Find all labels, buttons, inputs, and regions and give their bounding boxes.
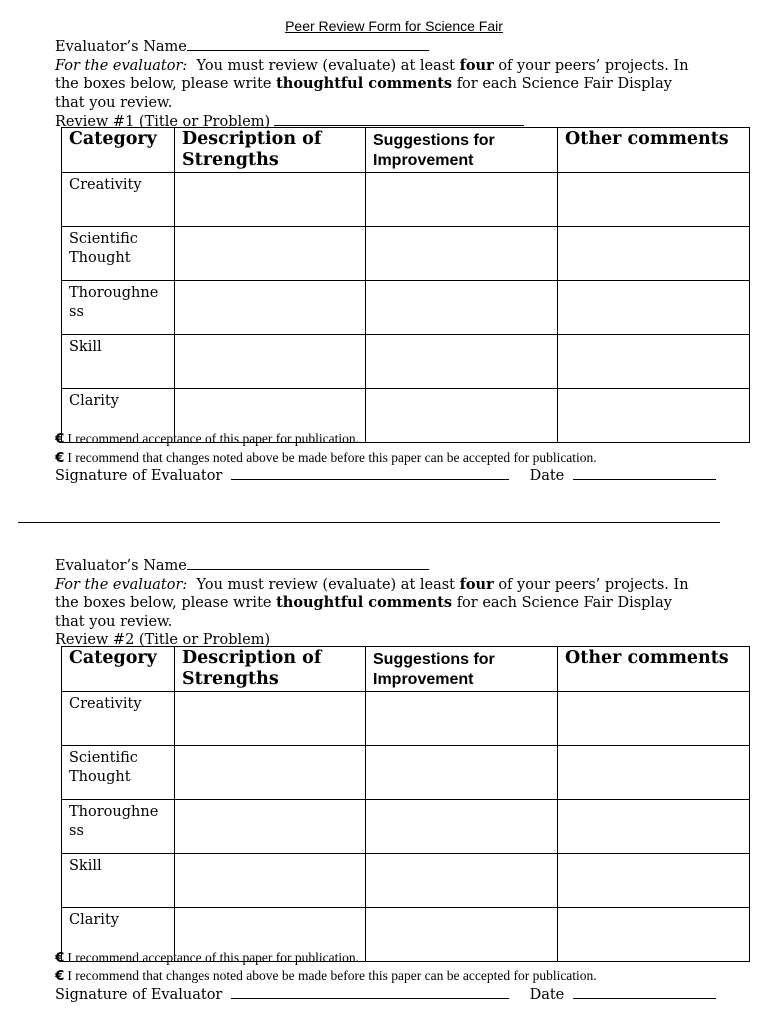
- strengths-cell[interactable]: [175, 746, 366, 800]
- review-2-table: [61, 646, 750, 962]
- other-cell[interactable]: [558, 854, 750, 908]
- suggestions-cell[interactable]: [366, 281, 558, 335]
- evaluator-name-line: [55, 37, 755, 57]
- date-field[interactable]: [573, 466, 716, 480]
- category-cell: Skill: [62, 854, 175, 908]
- signature-line: [55, 466, 716, 485]
- evaluator-name-label: Evaluator’s Name: [55, 39, 187, 55]
- instructions-text-d: the boxes below, please write: [55, 76, 272, 92]
- other-cell[interactable]: [558, 281, 750, 335]
- strengths-cell[interactable]: [175, 227, 366, 281]
- suggestions-cell[interactable]: [366, 173, 558, 227]
- header-category: Category: [62, 647, 175, 692]
- instructions-line-3: that you review.: [55, 613, 173, 630]
- suggestions-cell[interactable]: [366, 908, 558, 962]
- category-cell: Creativity: [62, 692, 175, 746]
- suggestions-cell[interactable]: [366, 854, 558, 908]
- checkbox-icon[interactable]: €: [55, 950, 65, 966]
- review-1-table: [61, 127, 750, 443]
- recommend-accept-option[interactable]: [55, 430, 359, 448]
- evaluator-name-field[interactable]: [187, 556, 429, 570]
- other-cell[interactable]: [558, 908, 750, 962]
- header-category: Category: [62, 128, 175, 173]
- instructions-text-f: for each Science Fair Display: [456, 595, 672, 611]
- table-row: [62, 800, 750, 854]
- header-other: Other comments: [558, 647, 750, 692]
- header-suggestions: Suggestions for Improvement: [366, 128, 558, 173]
- strengths-cell[interactable]: [175, 800, 366, 854]
- recommend-accept-label: I recommend acceptance of this paper for publication.: [67, 431, 360, 446]
- instructions-text-c: of your peers’ projects. In: [498, 576, 689, 593]
- suggestions-cell[interactable]: [366, 800, 558, 854]
- strengths-cell[interactable]: [175, 335, 366, 389]
- header-strengths: Description of Strengths: [175, 128, 366, 173]
- other-cell[interactable]: [558, 389, 750, 443]
- checkbox-icon[interactable]: €: [55, 968, 65, 984]
- recommend-changes-label: I recommend that changes noted above be made before this paper can be accepted for publication.: [67, 450, 597, 465]
- suggestions-cell[interactable]: [366, 746, 558, 800]
- instructions-line-1: [55, 576, 755, 595]
- table-row: [62, 227, 750, 281]
- category-cell: Thoroughne ss: [62, 800, 175, 854]
- other-cell[interactable]: [558, 800, 750, 854]
- other-cell[interactable]: [558, 335, 750, 389]
- signature-label: Signature of Evaluator: [55, 987, 223, 1003]
- signature-field[interactable]: [231, 985, 509, 999]
- suggestions-cell[interactable]: [366, 227, 558, 281]
- instructions-text-c: of your peers’ projects. In: [498, 57, 689, 74]
- signature-line: [55, 985, 716, 1004]
- table-row: [62, 281, 750, 335]
- instructions-line-2: [55, 594, 755, 613]
- instructions-text-d: the boxes below, please write: [55, 595, 272, 611]
- other-cell[interactable]: [558, 746, 750, 800]
- table-row: [62, 173, 750, 227]
- category-cell: Thoroughne ss: [62, 281, 175, 335]
- other-cell[interactable]: [558, 227, 750, 281]
- section-divider: [18, 522, 720, 523]
- other-cell[interactable]: [558, 692, 750, 746]
- recommend-changes-option[interactable]: [55, 449, 597, 467]
- instructions-text-f: for each Science Fair Display: [456, 76, 672, 92]
- instructions-text-a: You must review (evaluate) at least: [196, 57, 456, 74]
- strengths-cell[interactable]: [175, 173, 366, 227]
- other-cell[interactable]: [558, 173, 750, 227]
- category-cell: Clarity: [62, 908, 175, 962]
- form-title: Peer Review Form for Science Fair: [285, 18, 503, 34]
- strengths-cell[interactable]: [175, 692, 366, 746]
- table-row: [62, 335, 750, 389]
- instructions-text-a: You must review (evaluate) at least: [196, 576, 456, 593]
- instructions-line-2: [55, 75, 755, 94]
- instructions-italic: For the evaluator:: [55, 576, 188, 593]
- evaluator-name-field[interactable]: [187, 37, 429, 51]
- table-row: [62, 746, 750, 800]
- evaluator-name-line: [55, 556, 755, 576]
- signature-field[interactable]: [231, 466, 509, 480]
- header-strengths: Description of Strengths: [175, 647, 366, 692]
- suggestions-cell[interactable]: [366, 335, 558, 389]
- table-header-row: [62, 647, 750, 692]
- header-other: Other comments: [558, 128, 750, 173]
- instructions-bold-four: four: [459, 575, 494, 593]
- review-title-field[interactable]: [274, 112, 524, 126]
- category-cell: Clarity: [62, 389, 175, 443]
- recommend-changes-label: I recommend that changes noted above be made before this paper can be accepted for publication.: [67, 968, 597, 983]
- instructions-italic: For the evaluator:: [55, 57, 188, 74]
- recommend-accept-label: I recommend acceptance of this paper for publication.: [67, 950, 360, 965]
- instructions-bold-thoughtful: thoughtful comments: [276, 75, 453, 92]
- review-title-label: Review #2 (Title or Problem): [55, 632, 271, 648]
- review-1-header: [55, 37, 755, 132]
- category-cell: Creativity: [62, 173, 175, 227]
- category-cell: Skill: [62, 335, 175, 389]
- table-header-row: [62, 128, 750, 173]
- instructions-line-1: [55, 57, 755, 76]
- category-cell: Scientific Thought: [62, 746, 175, 800]
- evaluator-name-label: Evaluator’s Name: [55, 558, 187, 574]
- recommend-accept-option[interactable]: [55, 949, 359, 967]
- strengths-cell[interactable]: [175, 281, 366, 335]
- date-label: Date: [529, 468, 565, 484]
- date-label: Date: [529, 987, 565, 1003]
- strengths-cell[interactable]: [175, 854, 366, 908]
- instructions-line-3: that you review.: [55, 94, 173, 111]
- recommend-changes-option[interactable]: [55, 967, 597, 985]
- checkbox-icon[interactable]: €: [55, 450, 65, 466]
- checkbox-icon[interactable]: €: [55, 431, 65, 447]
- review-title-label: Review #1 (Title or Problem): [55, 114, 271, 130]
- table-row: [62, 692, 750, 746]
- suggestions-cell[interactable]: [366, 692, 558, 746]
- review-2-header: [55, 556, 755, 650]
- signature-label: Signature of Evaluator: [55, 468, 223, 484]
- date-field[interactable]: [573, 985, 716, 999]
- header-suggestions: Suggestions for Improvement: [366, 647, 558, 692]
- instructions-bold-thoughtful: thoughtful comments: [276, 594, 453, 611]
- instructions-bold-four: four: [459, 56, 494, 74]
- category-cell: Scientific Thought: [62, 227, 175, 281]
- table-row: [62, 854, 750, 908]
- suggestions-cell[interactable]: [366, 389, 558, 443]
